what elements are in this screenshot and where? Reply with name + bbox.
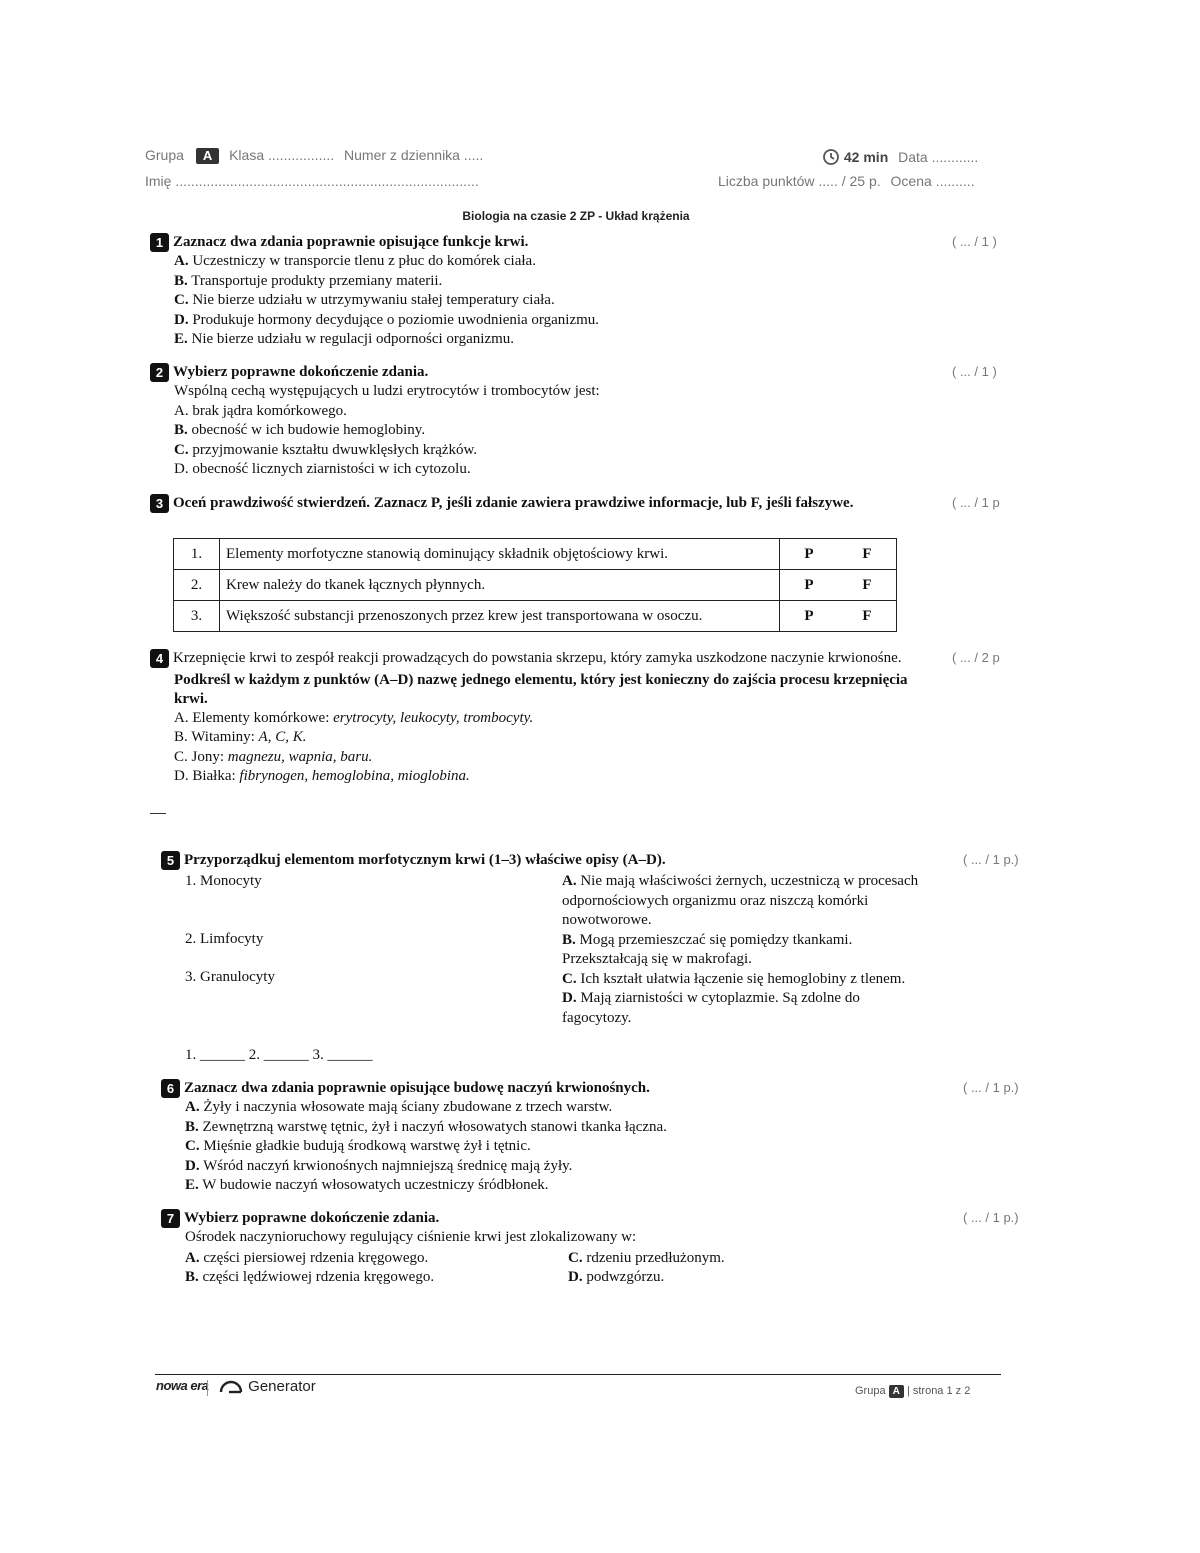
clock-icon: [822, 148, 840, 166]
option-c[interactable]: C. Mięśnie gładkie budują środkową warstwę żył i tętnic.: [185, 1138, 531, 1155]
footer-separator: [207, 1380, 208, 1396]
false-option[interactable]: F: [838, 601, 897, 632]
description-a: A. Nie mają właściwości żernych, uczestniczą w procesach odpornościowych organizmu oraz niszczą komórki nowotworowe.: [562, 873, 919, 928]
statement: Większość substancji przenoszonych przez krew jest transportowana w osoczu.: [220, 601, 780, 632]
table-row: [174, 601, 897, 632]
true-option[interactable]: P: [780, 570, 839, 601]
row-number: 2.: [174, 570, 220, 601]
footer-grupa-badge: A: [889, 1385, 904, 1398]
question-stem: Wspólną cechą występujących u ludzi erytrocytów i trombocytów jest:: [174, 383, 600, 400]
q5-points: ( ... / 1 p.): [963, 852, 1019, 867]
choice-words[interactable]: erytrocyty, leukocyty, trombocyty.: [333, 709, 534, 726]
question-number: 4: [150, 649, 169, 668]
question-prompt: Oceń prawdziwość stwierdzeń. Zaznacz P, jeśli zdanie zawiera prawdziwe informacje, lub F, jeśli fałszywe.: [173, 495, 854, 511]
footer-divider: [155, 1374, 1001, 1375]
punkty-field: Liczba punktów ..... / 25 p.: [718, 173, 881, 189]
question-number: 5: [161, 851, 180, 870]
option-e[interactable]: E. W budowie naczyń włosowatych uczestniczy śródbłonek.: [185, 1177, 549, 1194]
question-3: [150, 494, 910, 513]
question-number: 3: [150, 494, 169, 513]
generator-brand: [218, 1378, 316, 1395]
question-stem: Ośrodek naczynioruchowy regulujący ciśnienie krwi jest zlokalizowany w:: [185, 1229, 637, 1246]
choice-words[interactable]: magnezu, wapnia, baru.: [227, 748, 373, 765]
option-d[interactable]: D. podwzgórzu.: [568, 1269, 665, 1285]
numer-field: Numer z dziennika .....: [344, 147, 484, 163]
klasa-field: Klasa .................: [229, 147, 335, 163]
grupa-badge: A: [196, 148, 219, 164]
option-d[interactable]: D. Produkuje hormony decydujące o poziomie uwodnienia organizmu.: [174, 311, 600, 328]
q4-points: ( ... / 2 p: [952, 650, 1000, 665]
imie-field: Imię ..............................................................................: [145, 173, 479, 189]
question-prompt: Wybierz poprawne dokończenie zdania.: [184, 1210, 440, 1226]
statement: Krew należy do tkanek łącznych płynnych.: [220, 570, 780, 601]
page-break-mark: [150, 813, 166, 814]
question-7: [161, 1209, 951, 1248]
question-number: 1: [150, 233, 169, 252]
option-c[interactable]: C. przyjmowanie kształtu dwuwklęsłych krążków.: [174, 441, 478, 458]
question-prompt: Podkreśl w każdym z punktów (A–D) nazwę jednego elementu, który jest konieczny do zajścia procesu krzepnięcia krwi.: [174, 671, 908, 707]
row-number: 1.: [174, 539, 220, 570]
page-title: Biologia na czasie 2 ZP - Układ krążenia: [462, 209, 690, 223]
q6-points: ( ... / 1 p.): [963, 1080, 1019, 1095]
header-time-row: [822, 148, 997, 166]
question-intro: Krzepnięcie krwi to zespół reakcji prowadzących do powstania skrzepu, który zamyka uszkodzone naczynie krwionośne.: [173, 650, 902, 666]
row-number: 3.: [174, 601, 220, 632]
question-number: 6: [161, 1079, 180, 1098]
question-prompt: Zaznacz dwa zdania poprawnie opisujące budowę naczyń krwionośnych.: [184, 1080, 650, 1096]
true-option[interactable]: P: [780, 601, 839, 632]
data-field: Data ............: [898, 149, 979, 165]
question-number: 2: [150, 363, 169, 382]
description-b: B. Mogą przemieszczać się pomiędzy tkankami. Przekształcają się w makrofagi.: [562, 931, 853, 967]
item-c: C. Jony: magnezu, wapnia, baru.: [174, 748, 373, 765]
q3-points: ( ... / 1 p: [952, 495, 1000, 510]
header-points-row: [718, 173, 975, 189]
element-2: 2. Limfocyty: [185, 931, 264, 947]
q7-points: ( ... / 1 p.): [963, 1210, 1019, 1225]
option-e[interactable]: E. Nie bierze udziału w regulacji odporności organizmu.: [174, 331, 515, 348]
generator-label: Generator: [248, 1378, 316, 1395]
generator-icon: [218, 1378, 244, 1394]
ocena-field: Ocena ..........: [890, 173, 975, 189]
item-a: A. Elementy komórkowe: erytrocyty, leukocyty, trombocyty.: [174, 709, 534, 726]
option-a[interactable]: A. Uczestniczy w transporcie tlenu z płuc do komórek ciała.: [174, 253, 536, 270]
question-5: [161, 851, 951, 870]
option-d[interactable]: D. Wśród naczyń krwionośnych najmniejszą średnicę mają żyły.: [185, 1157, 573, 1174]
true-false-table: [173, 538, 897, 632]
option-a[interactable]: A. Żyły i naczynia włosowate mają ściany zbudowane z trzech warstw.: [185, 1099, 613, 1116]
q1-points: ( ... / 1 ): [952, 234, 997, 249]
footer-page-info: [855, 1385, 970, 1398]
table-row: [174, 539, 897, 570]
question-4: [150, 649, 925, 787]
description-c: C. Ich kształt ułatwia łączenie się hemoglobiny z tlenem.: [562, 970, 906, 987]
option-c[interactable]: C. rdzeniu przedłużonym.: [568, 1250, 725, 1266]
choice-words[interactable]: A, C, K.: [258, 729, 307, 745]
question-1: [150, 233, 940, 350]
item-d: D. Białka: fibrynogen, hemoglobina, mioglobina.: [174, 768, 470, 784]
option-a[interactable]: A. części piersiowej rdzenia kręgowego.: [185, 1250, 429, 1266]
false-option[interactable]: F: [838, 570, 897, 601]
time-limit: 42 min: [843, 149, 889, 165]
question-number: 7: [161, 1209, 180, 1228]
option-b[interactable]: B. Zewnętrzną warstwę tętnic, żył i naczyń włosowatych stanowi tkanka łączna.: [185, 1118, 667, 1135]
option-c[interactable]: C. Nie bierze udziału w utrzymywaniu stałej temperatury ciała.: [174, 292, 555, 309]
question-prompt: Wybierz poprawne dokończenie zdania.: [173, 364, 429, 380]
header-group-row: [145, 147, 483, 164]
false-option[interactable]: F: [838, 539, 897, 570]
element-3: 3. Granulocyty: [185, 969, 275, 985]
answer-blanks[interactable]: 1. ______ 2. ______ 3. ______: [185, 1047, 373, 1063]
descriptions-column: [562, 872, 932, 1028]
option-b[interactable]: B. części lędźwiowej rdzenia kręgowego.: [185, 1269, 435, 1285]
option-b[interactable]: B. obecność w ich budowie hemoglobiny.: [174, 422, 426, 439]
grupa-label: Grupa: [145, 147, 184, 163]
option-a[interactable]: A. brak jądra komórkowego.: [174, 402, 347, 419]
q2-points: ( ... / 1 ): [952, 364, 997, 379]
statement: Elementy morfotyczne stanowią dominujący składnik objętościowy krwi.: [220, 539, 780, 570]
option-d[interactable]: D. obecność licznych ziarnistości w ich cytozolu.: [174, 461, 471, 478]
true-option[interactable]: P: [780, 539, 839, 570]
question-prompt: Przyporządkuj elementom morfotycznym krwi (1–3) właściwe opisy (A–D).: [184, 852, 666, 868]
description-d: D. Mają ziarnistości w cytoplazmie. Są zdolne do fagocytozy.: [562, 990, 860, 1026]
question-prompt: Zaznacz dwa zdania poprawnie opisujące funkcje krwi.: [173, 234, 529, 250]
option-b[interactable]: B. Transportuje produkty przemiany materii.: [174, 272, 443, 289]
footer-grupa-label: Grupa: [855, 1385, 886, 1397]
question-2: [150, 363, 940, 480]
element-1: 1. Monocyty: [185, 873, 262, 889]
table-row: [174, 570, 897, 601]
question-6: [161, 1079, 951, 1196]
choice-words[interactable]: fibrynogen, hemoglobina, mioglobina.: [239, 768, 470, 784]
item-b: B. Witaminy: A, C, K.: [174, 729, 307, 745]
page-number: | strona 1 z 2: [906, 1385, 971, 1397]
publisher-logo: nowa era: [156, 1378, 209, 1393]
